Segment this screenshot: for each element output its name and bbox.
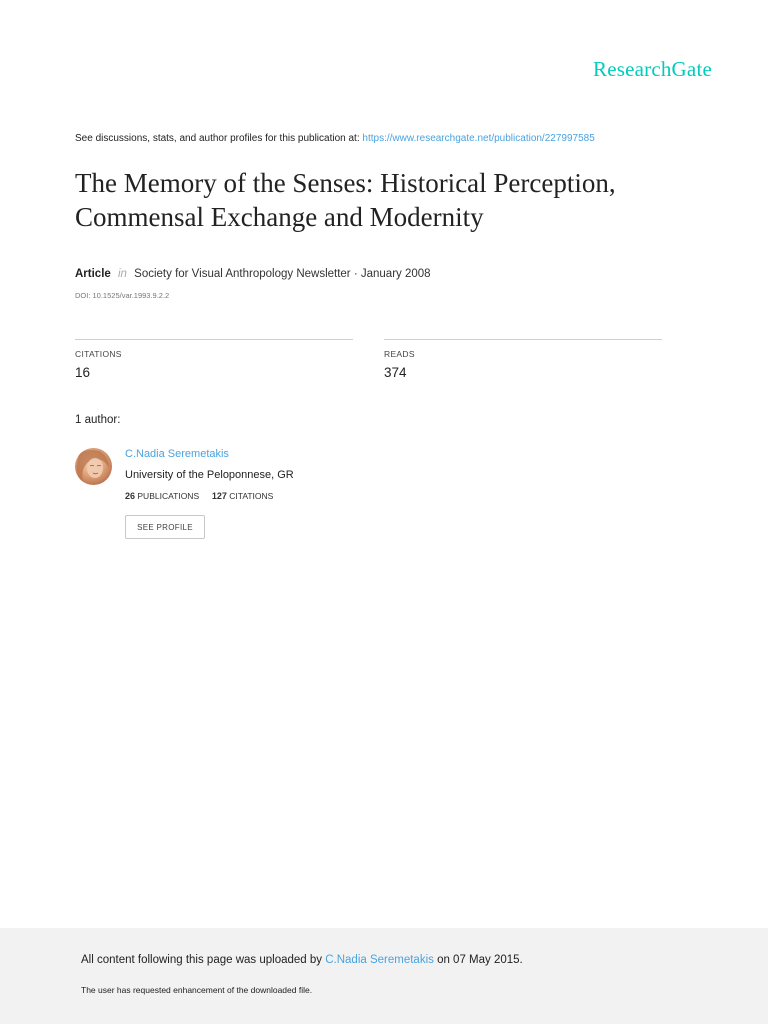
author-publications-label: PUBLICATIONS (137, 491, 200, 501)
researchgate-logo[interactable]: ResearchGate (593, 57, 712, 81)
author-stats (125, 491, 273, 501)
title-line-2: Commensal Exchange and Modernity (75, 202, 484, 232)
author-citations-count: 127 (211, 491, 227, 501)
citations-label: CITATIONS (75, 349, 122, 359)
publication-meta (75, 268, 431, 280)
upload-suffix: on 07 May 2015. (433, 954, 523, 966)
citations-stat (75, 339, 353, 380)
uploader-link[interactable]: C.Nadia Seremetakis (325, 954, 434, 966)
reads-value: 374 (384, 365, 407, 380)
author-citations-label: CITATIONS (229, 491, 274, 501)
author-photo-icon (75, 448, 112, 485)
publication-title (75, 166, 715, 234)
author-name-link[interactable]: C.Nadia Seremetakis (125, 448, 229, 460)
publication-type: Article (75, 268, 111, 280)
reads-label: READS (384, 349, 415, 359)
citations-value: 16 (75, 365, 91, 380)
see-profile-button[interactable]: SEE PROFILE (125, 515, 205, 539)
doi: DOI: 10.1525/var.1993.9.2.2 (75, 291, 170, 300)
reads-stat (384, 339, 662, 380)
publication-url-link[interactable]: https://www.researchgate.net/publication/227997585 (362, 133, 595, 144)
enhancement-note: The user has requested enhancement of the downloaded file. (81, 985, 313, 995)
source-line (75, 133, 595, 144)
authors-heading: 1 author: (75, 414, 121, 426)
author-publications-count: 26 (125, 491, 136, 501)
title-line-1: The Memory of the Senses: Historical Perception, (75, 168, 616, 198)
author-institution: University of the Peloponnese, GR (125, 469, 294, 481)
author-avatar[interactable] (75, 448, 112, 485)
source-prefix: See discussions, stats, and author profiles for this publication at: (75, 133, 363, 144)
upload-prefix: All content following this page was uploaded by (81, 954, 326, 966)
upload-note (81, 954, 523, 966)
in-label: in (118, 268, 127, 280)
footer (0, 928, 768, 1024)
publication-venue-date: Society for Visual Anthropology Newsletter · January 2008 (134, 268, 431, 280)
